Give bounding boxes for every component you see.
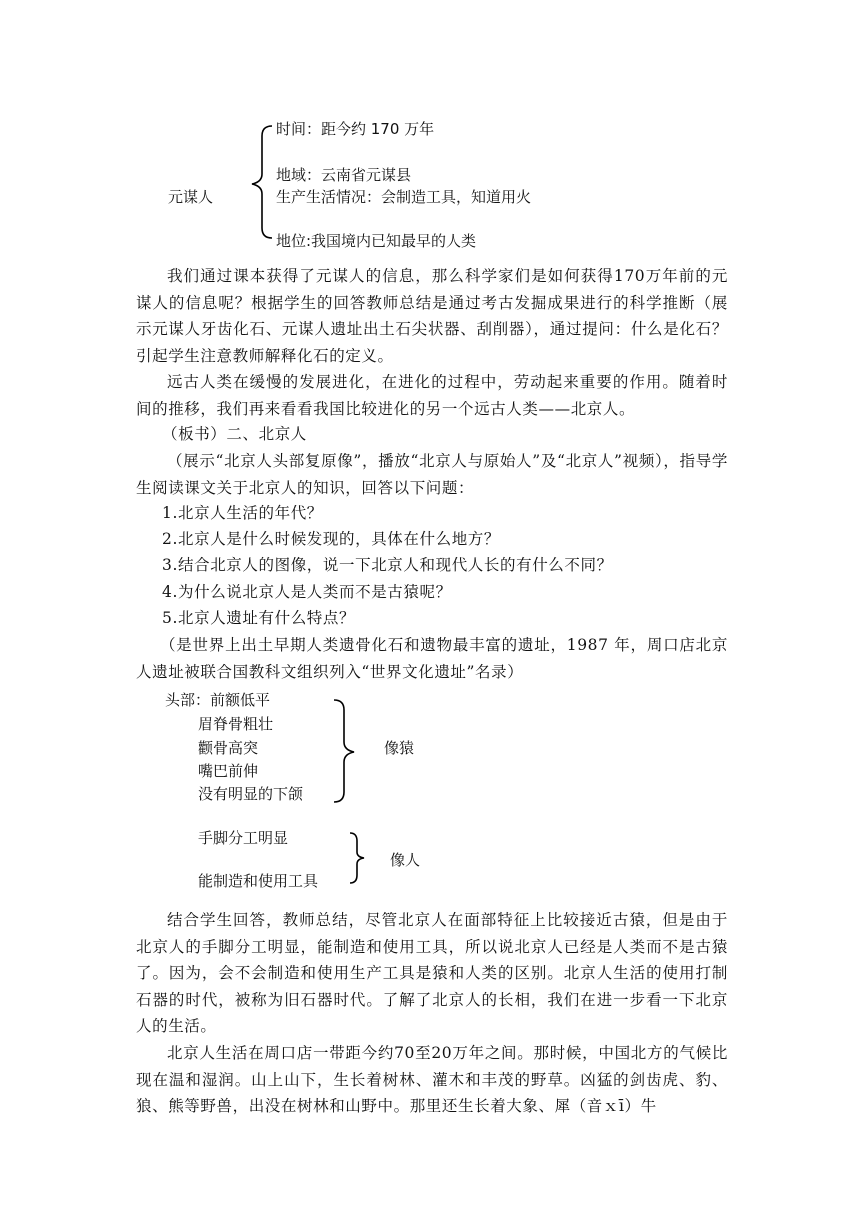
human-brace xyxy=(346,830,376,886)
board-heading: （板书）二、北京人 xyxy=(162,425,307,443)
paragraph-evolution: 远古人类在缓慢的发展进化，在进化的过程中，劳动起来重要的作用。随着时间的推移，我们再来看看我国比较进化的另一个远古人类——北京人。 xyxy=(136,373,728,418)
paragraph-fossil-inference: 我们通过课本获得了元谋人的信息，那么科学家们是如何获得170万年前的元谋人的信息呢？根据学生的回答教师总结是通过考古发掘成果进行的科学推断（展示元谋人牙齿化石、元谋人遗址出土石尖状器、刮削器），通过提问：什么是化石？引起学生注意教师解释化石的定义。 xyxy=(136,267,728,365)
diagram-item-time: 时间：距今约 170 万年 xyxy=(276,120,435,138)
paragraph-site-note: （是世界上出土早期人类遗骨化石和遗物最丰富的遗址，1987 年，周口店北京人遗址被联合国教科文组织列入“世界文化遗址”名录） xyxy=(136,636,728,681)
human-feature: 能制造和使用工具 xyxy=(198,872,319,890)
diagram-item-life: 生产生活情况：会制造工具，知道用火 xyxy=(276,188,532,206)
question-item: 2.北京人是什么时候发现的，具体在什么地方？ xyxy=(162,530,500,548)
human-feature: 手脚分工明显 xyxy=(198,829,289,847)
paragraph-teacher-summary: 结合学生回答，教师总结，尽管北京人在面部特征上比较接近古猿，但是由于北京人的手脚分工明显，能制造和使用工具，所以说北京人已经是人类而不是古猿了。因为，会不会制造和使用生产工具是猿和人类的区别。北京人生活的使用打制石器的时代，被称为旧石器时代。了解了北京人的长相，我们在进一步看一下北京人的生活。 xyxy=(136,911,728,1035)
ape-feature: 颧骨高突 xyxy=(198,739,259,757)
ape-brace xyxy=(330,696,364,806)
diagram-subject: 元谋人 xyxy=(168,188,214,206)
ape-feature: 眉脊骨粗壮 xyxy=(198,715,274,733)
head-label: 头部：前额低平 xyxy=(165,691,271,709)
paragraph-show-video: （展示“北京人头部复原像”，播放“北京人与原始人”及“北京人”视频），指导学生阅读课文关于北京人的知识，回答以下问题： xyxy=(136,452,728,497)
diagram-item-status: 地位:我国境内已知最早的人类 xyxy=(276,232,477,250)
question-item: 5.北京人遗址有什么特点？ xyxy=(162,609,356,627)
ape-feature: 嘴巴前伸 xyxy=(198,762,259,780)
question-item: 3.结合北京人的图像，说一下北京人和现代人长的有什么不同？ xyxy=(162,556,613,574)
human-label: 像人 xyxy=(390,851,421,869)
question-item: 4.为什么说北京人是人类而不是古猿呢？ xyxy=(162,583,452,601)
diagram-item-region: 地域：云南省元谋县 xyxy=(276,166,412,184)
question-item: 1.北京人生活的年代？ xyxy=(162,504,323,522)
ape-label: 像猿 xyxy=(384,739,415,757)
paragraph-peking-life: 北京人生活在周口店一带距今约70至20万年之间。那时候，中国北方的气候比现在温和湿润。山上山下，生长着树林、灌木和丰茂的野草。凶猛的剑齿虎、豹、狼、熊等野兽，出没在树林和山野中。那里还生长着大象、犀（音ｘī）牛 xyxy=(136,1044,728,1115)
ape-feature: 没有明显的下颌 xyxy=(198,785,304,803)
